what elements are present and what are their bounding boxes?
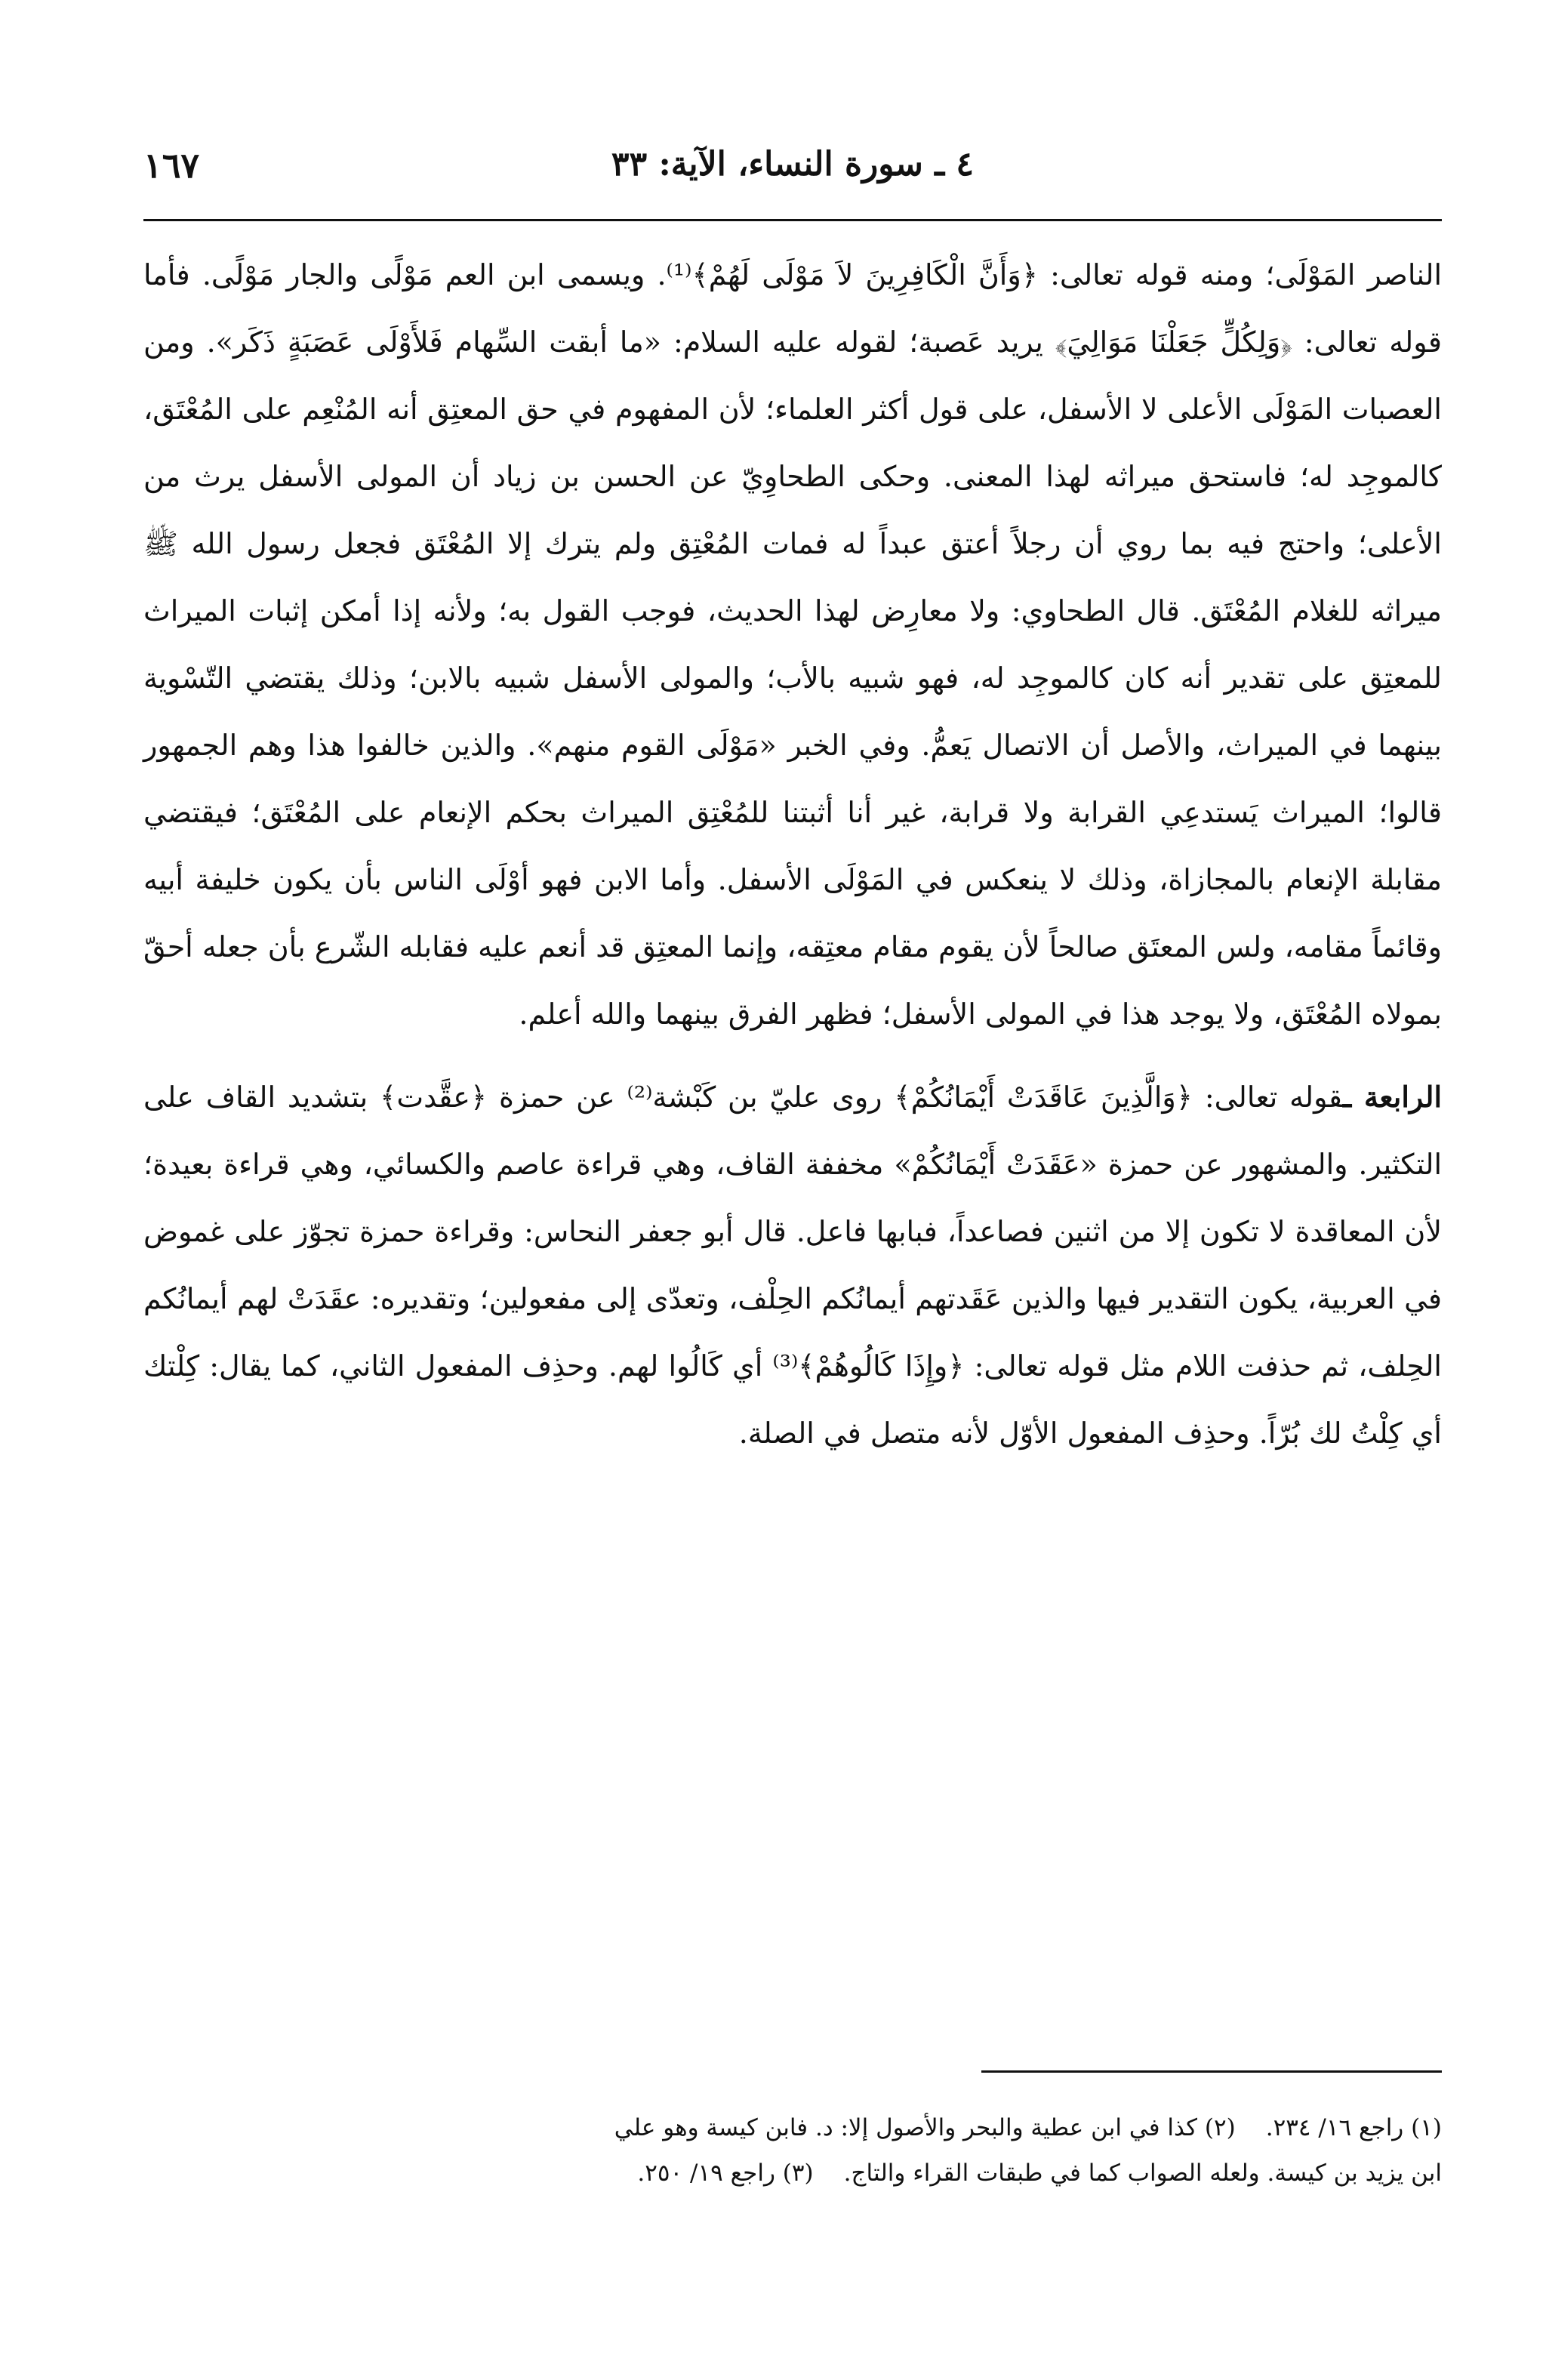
page-number: ١٦٧ <box>143 145 200 186</box>
footnote-3: (٣) راجع ١٩/ ٢٥٠. <box>637 2160 814 2187</box>
running-title: ٤ ـ سورة النساء، الآية: ٣٣ <box>611 145 975 183</box>
book-page <box>143 128 1442 2318</box>
footnote-line-2 <box>143 2150 1442 2196</box>
footnotes <box>143 2105 1442 2196</box>
main-text <box>143 242 1442 1467</box>
paragraph-1: الناصر المَوْلَى؛ ومنه قوله تعالى: ﴿وَأَنَّ الْكَافِرِينَ لاَ مَوْلَى لَهُمْ﴾⁽¹⁾. ويسمى ابن العم مَوْلًى والجار مَوْلًى. فأما قوله تعالى: ﴿وَلِكُلٍّ جَعَلْنَا مَوَالِيَ﴾ يريد عَصبة؛ لقوله عليه السلام: «ما أبقت السِّهام فَلأَوْلَى عَصَبَةٍ ذَكَر». ومن العصبات المَوْلَى الأعلى لا الأسفل، على قول أكثر العلماء؛ لأن المفهوم في حق المعتِق أنه المُنْعِم على المُعْتَق، كالموجِد له؛ فاستحق ميراثه لهذا المعنى. وحكى الطحاوِيّ عن الحسن بن زياد أن المولى الأسفل يرث من الأعلى؛ واحتج فيه بما روي أن رجلاً أعتق عبداً له فمات المُعْتِق ولم يترك إلا المُعْتَق فجعل رسول الله ﷺ ميراثه للغلام المُعْتَق. قال الطحاوي: ولا معارِض لهذا الحديث، فوجب القول به؛ ولأنه إذا أمكن إثبات الميراث للمعتِق على تقدير أنه كان كالموجِد له، فهو شبيه بالأب؛ والمولى الأسفل شبيه بالابن؛ وذلك يقتضي التّسْوية بينهما في الميراث، والأصل أن الاتصال يَعمُّ. وفي الخبر «مَوْلَى القوم منهم». والذين خالفوا هذا وهم الجمهور قالوا؛ الميراث يَستدعِي القرابة ولا قرابة، غير أنا أثبتنا للمُعْتِق الميراث بحكم الإنعام على المُعْتَق؛ فيقتضي مقابلة الإنعام بالمجازاة، وذلك لا ينعكس في المَوْلَى الأسفل. وأما الابن فهو أوْلَى الناس بأن يكون خليفة أبيه وقائماً مقامه، ولس المعتَق صالحاً لأن يقوم مقام معتِقه، وإنما المعتِق قد أنعم عليه فقابله الشّرع بأن جعله أحقّ بمولاه المُعْتَق، ولا يوجد هذا في المولى الأسفل؛ فظهر الفرق بينهما والله أعلم. <box>143 258 1442 1031</box>
footnote-rule <box>981 2070 1442 2073</box>
footnote-1: (١) راجع ١٦/ ٢٣٤. <box>1265 2114 1442 2141</box>
footnote-line-1 <box>143 2105 1442 2150</box>
paragraph-2 <box>143 1063 1442 1467</box>
page-header <box>143 145 1442 198</box>
header-rule <box>143 219 1442 221</box>
paragraph-2-lead: الرابعة ـ <box>1342 1080 1443 1114</box>
footnote-2-cont: ابن يزيد بن كيسة. ولعله الصواب كما في طبقات القراء والتاج. <box>843 2160 1442 2187</box>
paragraph-2-text: قوله تعالى: ﴿وَالَّذِينَ عَاقَدَتْ أَيْمَانُكُمْ﴾ روى عليّ بن كَبْشة⁽²⁾ عن حمزة ﴿عقَّدت﴾ بتشديد القاف على التكثير. والمشهور عن حمزة «عَقَدَتْ أَيْمَانُكُمْ» مخففة القاف، وهي قراءة عاصم والكسائي، وهي قراءة بعيدة؛ لأن المعاقدة لا تكون إلا من اثنين فصاعداً، فبابها فاعل. قال أبو جعفر النحاس: وقراءة حمزة تجوّز على غموض في العربية، يكون التقدير فيها والذين عَقَدتهم أيمانُكم الحِلْف، وتعدّى إلى مفعولين؛ وتقديره: عقَدَتْ لهم أيمانُكم الحِلف، ثم حذفت اللام مثل قوله تعالى: ﴿وإِذَا كَالُوهُمْ﴾⁽³⁾ أي كَالُوا لهم. وحذِف المفعول الثاني، كما يقال: كِلْتك أي كِلْتُ لك بُرّاً. وحذِف المفعول الأوّل لأنه متصل في الصلة. <box>143 1081 1442 1450</box>
footnote-2: (٢) كذا في ابن عطية والبحر والأصول إلا: د. فابن كيسة وهو علي <box>614 2114 1236 2141</box>
